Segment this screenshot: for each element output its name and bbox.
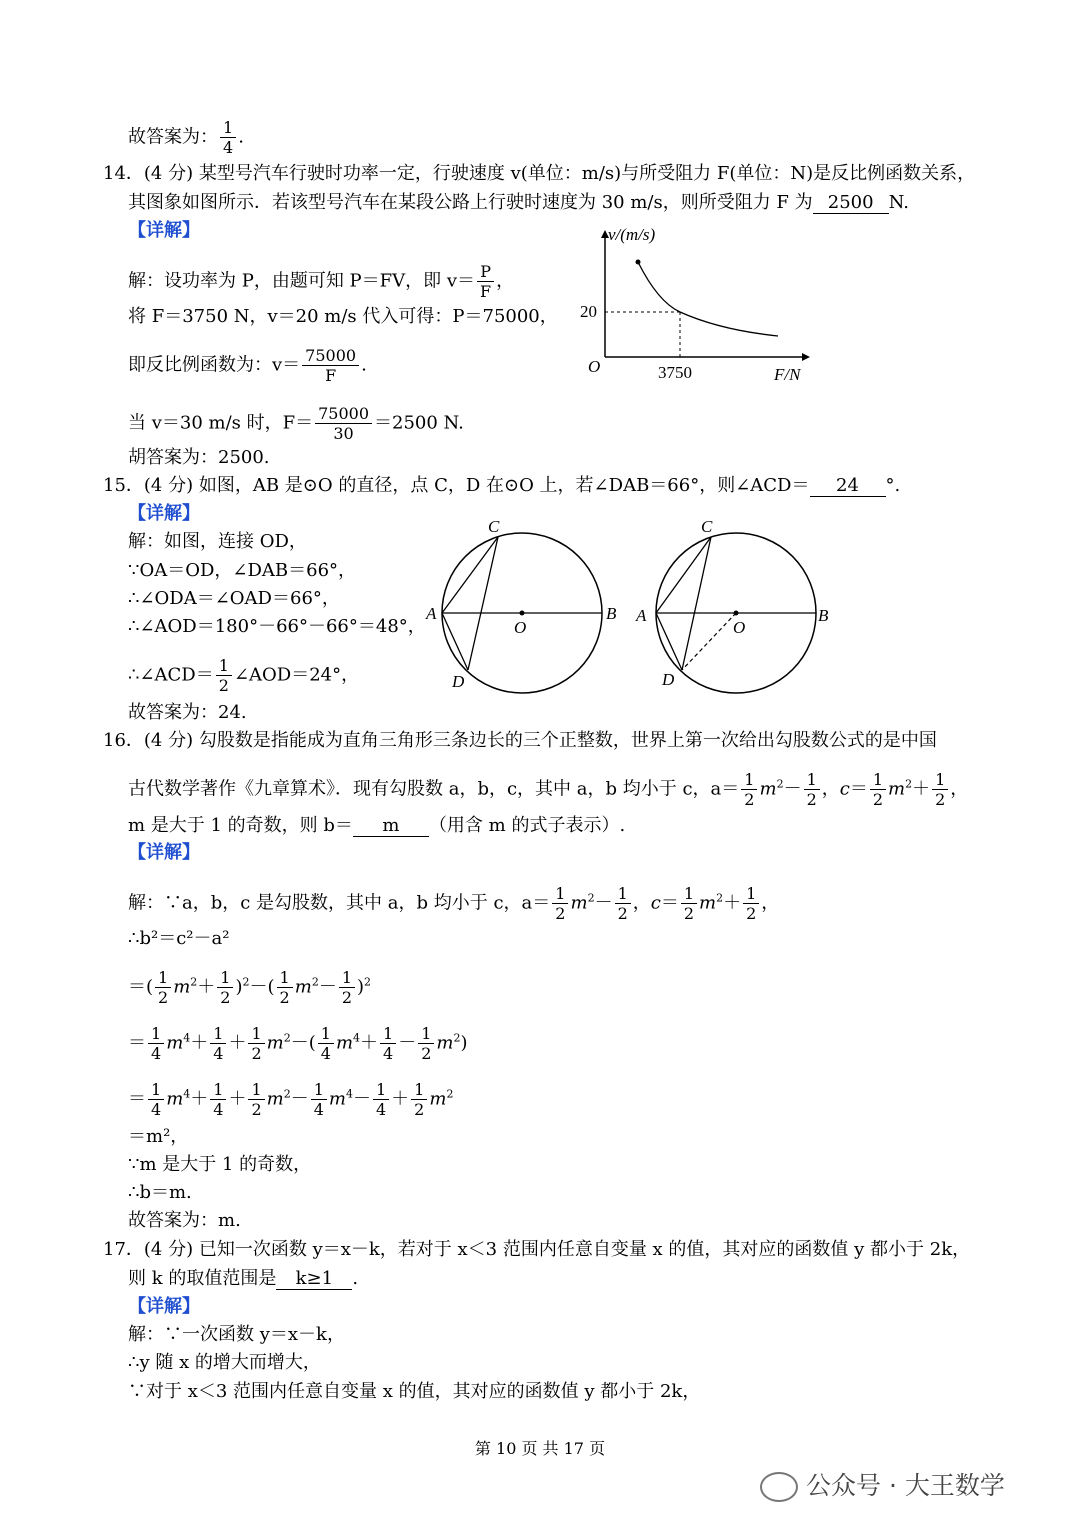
q14-sol-5: 胡答案为：2500.	[128, 447, 270, 468]
q17-sol-3: ∵对于 x＜3 范围内任意自变量 x 的值，其对应的函数值 y 都小于 2k，	[128, 1381, 701, 1402]
watermark-text: 公众号 · 大王数学	[806, 1471, 1005, 1500]
q15-sol-2: ∵OA＝OD，∠DAB＝66°，	[128, 560, 357, 581]
q16-sol-8: ∴b＝m.	[128, 1182, 192, 1203]
label-c-2: C	[701, 517, 713, 536]
q15-sol-1: 解：如图，连接 OD，	[128, 531, 307, 552]
x-axis-label: F/N	[774, 365, 801, 384]
label-a-1: A	[426, 604, 437, 623]
q17-detail-tag: 【详解】	[128, 1296, 200, 1317]
q16-detail-tag: 【详解】	[128, 842, 200, 863]
q15-answer: 24	[810, 476, 886, 497]
center-1	[520, 611, 525, 616]
q16-stem-line1: 16．(4 分) 勾股数是指能成为直角三角形三条边长的三个正整数，世界上第一次给出勾股数公式的是中国	[103, 730, 937, 751]
chord-ad-1	[442, 613, 468, 670]
q14-sol-1: 解：设功率为 P，由题可知 P＝FV，即 v＝ $\frac{P}{F}$ ，	[128, 262, 515, 301]
prev-answer: 故答案为： $\frac{1}{4}$ .	[128, 118, 244, 157]
q16-sol-4: ＝ $\frac{1}{4}$ $m^4+$ $\frac{1}{4}$ ＋ $\frac{1}{2}$ $m^2-$( $\frac{1}{4}$ $m^4+$ $\frac{1}{4}$ － $\frac{1}{2}$ $m^2$)	[128, 1024, 468, 1063]
q16-sol-3: ＝( $\frac{1}{2}$ $m^2+$ $\frac{1}{2}$ )$^2$－( $\frac{1}{2}$ $m^2-$ $\frac{1}{2}$ )$^2$	[128, 968, 372, 1007]
q17-stem-line2: 则 k 的取值范围是 k≥1 .	[128, 1268, 359, 1289]
label-b-1: B	[606, 604, 617, 623]
y-axis-label: v/(m/s)	[608, 225, 656, 244]
q14-answer: 2500	[813, 193, 889, 214]
inverse-curve	[638, 262, 778, 336]
q17-stem-line1: 17．(4 分) 已知一次函数 y＝x－k，若对于 x＜3 范围内任意自变量 x 的值，其对应的函数值 y 都小于 2k，	[103, 1239, 971, 1260]
origin-label: O	[588, 357, 601, 376]
q14-graph	[570, 222, 830, 387]
q16-stem-line3: m 是大于 1 的奇数，则 b＝ m （用含 m 的式子表示）.	[128, 815, 626, 836]
curve-start-point	[636, 260, 641, 265]
page-footer: 第 10 页 共 17 页	[474, 1439, 606, 1458]
q16-sol-5: ＝ $\frac{1}{4}$ $m^4+$ $\frac{1}{4}$ ＋ $\frac{1}{2}$ $m^2-$ $\frac{1}{4}$ $m^4-$ $\frac{1}{4}$ ＋ $\frac{1}{2}$ $m^2$	[128, 1080, 454, 1119]
q15-sol-3: ∴∠ODA＝∠OAD＝66°，	[128, 588, 340, 609]
wechat-icon	[760, 1472, 798, 1502]
label-o-2: O	[733, 618, 746, 637]
label-d-2: D	[662, 670, 675, 689]
label-a-2: A	[636, 606, 647, 625]
label-o-1: O	[514, 618, 527, 637]
watermark	[760, 1466, 1005, 1502]
x-tick-label: 3750	[658, 363, 692, 382]
q16-sol-7: ∵m 是大于 1 的奇数，	[128, 1154, 312, 1175]
q14-sol-4: 当 v＝30 m/s 时，F＝ $\frac{75000}{30}$ ＝2500 N.	[128, 404, 464, 443]
q15-detail-tag: 【详解】	[128, 503, 200, 524]
q17-sol-1: 解：∵一次函数 y＝x－k，	[128, 1324, 345, 1345]
q14-sol-3: 即反比例函数为：v＝ $\frac{75000}{F}$ .	[128, 346, 367, 385]
q17-sol-2: ∴y 随 x 的增大而增大，	[128, 1352, 321, 1373]
od-dashed	[682, 613, 736, 670]
y-tick-label: 20	[580, 302, 597, 321]
label-d-1: D	[452, 672, 465, 691]
label-c-1: C	[488, 517, 500, 536]
q16-sol-1: 解：∵a，b，c 是勾股数，其中 a，b 均小于 c，a＝ $\frac{1}{2}$ $m^2-$ $\frac{1}{2}$ ，c＝ $\frac{1}{2}$ $m^2+$ $\frac{1}{2}$ ，	[128, 884, 780, 923]
chord-ad-2	[656, 613, 682, 670]
q16-stem-line2: 古代数学著作《九章算术》．现有勾股数 a，b，c，其中 a，b 均小于 c，a＝ $\frac{1}{2}$ $m^2-$ $\frac{1}{2}$ ，c＝ $\frac{1}{2}$ $m^2+$ $\frac{1}{2}$ ，	[128, 770, 969, 809]
label-b-2: B	[818, 606, 829, 625]
q14-stem-line2: 其图象如图所示．若该型号汽车在某段公路上行驶时速度为 30 m/s，则所受阻力 F 为 2500 N.	[128, 192, 909, 213]
q17-answer: k≥1	[276, 1269, 352, 1290]
x-axis-arrow	[802, 353, 810, 361]
center-2	[734, 611, 739, 616]
q16-sol-9: 故答案为：m.	[128, 1210, 241, 1231]
q16-sol-2: ∴b²＝c²－a²	[128, 928, 230, 949]
q16-answer: m	[353, 816, 429, 837]
q15-stem: 15．(4 分) 如图，AB 是⊙O 的直径，点 C，D 在⊙O 上，若∠DAB＝66°，则∠ACD＝ 24 °.	[103, 475, 901, 496]
q14-sol-2: 将 F＝3750 N，v＝20 m/s 代入可得：P＝75000，	[128, 306, 558, 327]
q14-stem-line1: 14．(4 分) 某型号汽车行驶时功率一定，行驶速度 v(单位：m/s)与所受阻力 F(单位：N)是反比例函数关系，	[103, 163, 976, 184]
q16-sol-6: ＝m²，	[128, 1126, 189, 1147]
q15-sol-6: 故答案为：24.	[128, 702, 247, 723]
q15-sol-5: ∴∠ACD＝ $\frac{1}{2}$ ∠AOD＝24°，	[128, 656, 360, 695]
q15-sol-4: ∴∠AOD＝180°－66°－66°＝48°，	[128, 616, 426, 637]
q15-figures	[420, 515, 840, 695]
q14-detail-tag: 【详解】	[128, 220, 200, 241]
